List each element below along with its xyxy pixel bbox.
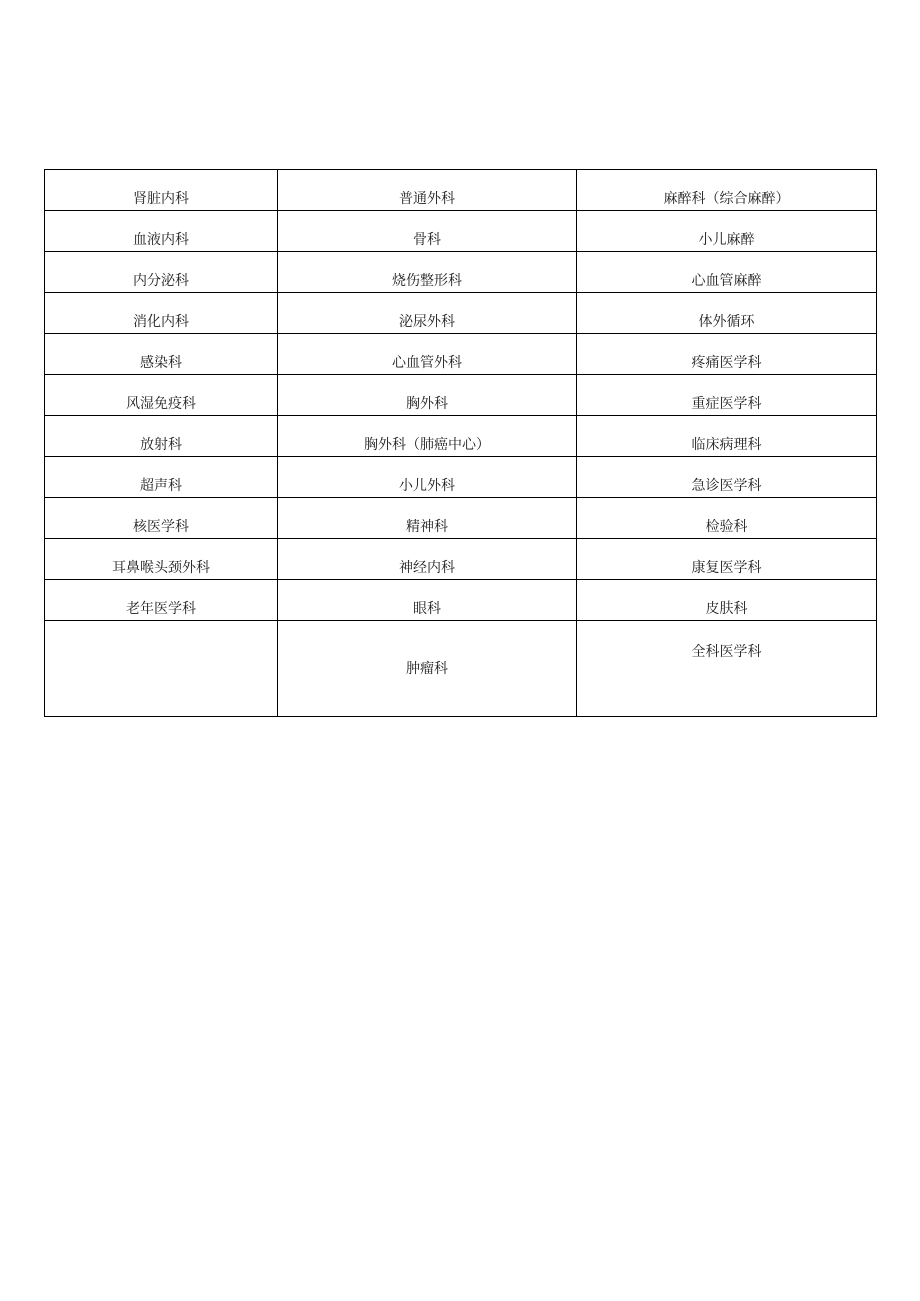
department-table <box>44 169 877 717</box>
table-row <box>45 252 877 293</box>
table-cell: 感染科 <box>45 334 278 375</box>
table-row <box>45 211 877 252</box>
table-cell: 临床病理科 <box>577 416 877 457</box>
table-cell: 小儿麻醉 <box>577 211 877 252</box>
table-cell: 急诊医学科 <box>577 457 877 498</box>
table-cell: 普通外科 <box>278 170 577 211</box>
table-cell: 检验科 <box>577 498 877 539</box>
table-cell: 小儿外科 <box>278 457 577 498</box>
table-cell: 核医学科 <box>45 498 278 539</box>
table-cell: 胸外科（肺癌中心） <box>278 416 577 457</box>
table-cell-empty <box>45 621 278 717</box>
table-cell: 超声科 <box>45 457 278 498</box>
table-row <box>45 334 877 375</box>
table-cell: 麻醉科（综合麻醉） <box>577 170 877 211</box>
table-cell: 内分泌科 <box>45 252 278 293</box>
table-cell: 风湿免疫科 <box>45 375 278 416</box>
table-cell: 肾脏内科 <box>45 170 278 211</box>
table-cell: 眼科 <box>278 580 577 621</box>
table-cell: 康复医学科 <box>577 539 877 580</box>
table-cell: 皮肤科 <box>577 580 877 621</box>
table-cell: 放射科 <box>45 416 278 457</box>
table-row <box>45 580 877 621</box>
table-row <box>45 293 877 334</box>
table-cell: 体外循环 <box>577 293 877 334</box>
table-cell: 心血管外科 <box>278 334 577 375</box>
table-cell: 全科医学科 <box>577 621 877 717</box>
table-row <box>45 375 877 416</box>
table-cell: 疼痛医学科 <box>577 334 877 375</box>
table-cell: 血液内科 <box>45 211 278 252</box>
table-cell: 耳鼻喉头颈外科 <box>45 539 278 580</box>
table-cell: 骨科 <box>278 211 577 252</box>
table-cell: 消化内科 <box>45 293 278 334</box>
table-row <box>45 621 877 717</box>
table-row <box>45 457 877 498</box>
table-row <box>45 416 877 457</box>
table-cell: 烧伤整形科 <box>278 252 577 293</box>
table-cell: 老年医学科 <box>45 580 278 621</box>
table-cell: 重症医学科 <box>577 375 877 416</box>
table-row <box>45 539 877 580</box>
table-cell: 精神科 <box>278 498 577 539</box>
table-cell: 心血管麻醉 <box>577 252 877 293</box>
table-cell: 泌尿外科 <box>278 293 577 334</box>
table-cell: 神经内科 <box>278 539 577 580</box>
table-cell: 肿瘤科 <box>278 621 577 717</box>
table-row <box>45 170 877 211</box>
table-row <box>45 498 877 539</box>
table-cell: 胸外科 <box>278 375 577 416</box>
